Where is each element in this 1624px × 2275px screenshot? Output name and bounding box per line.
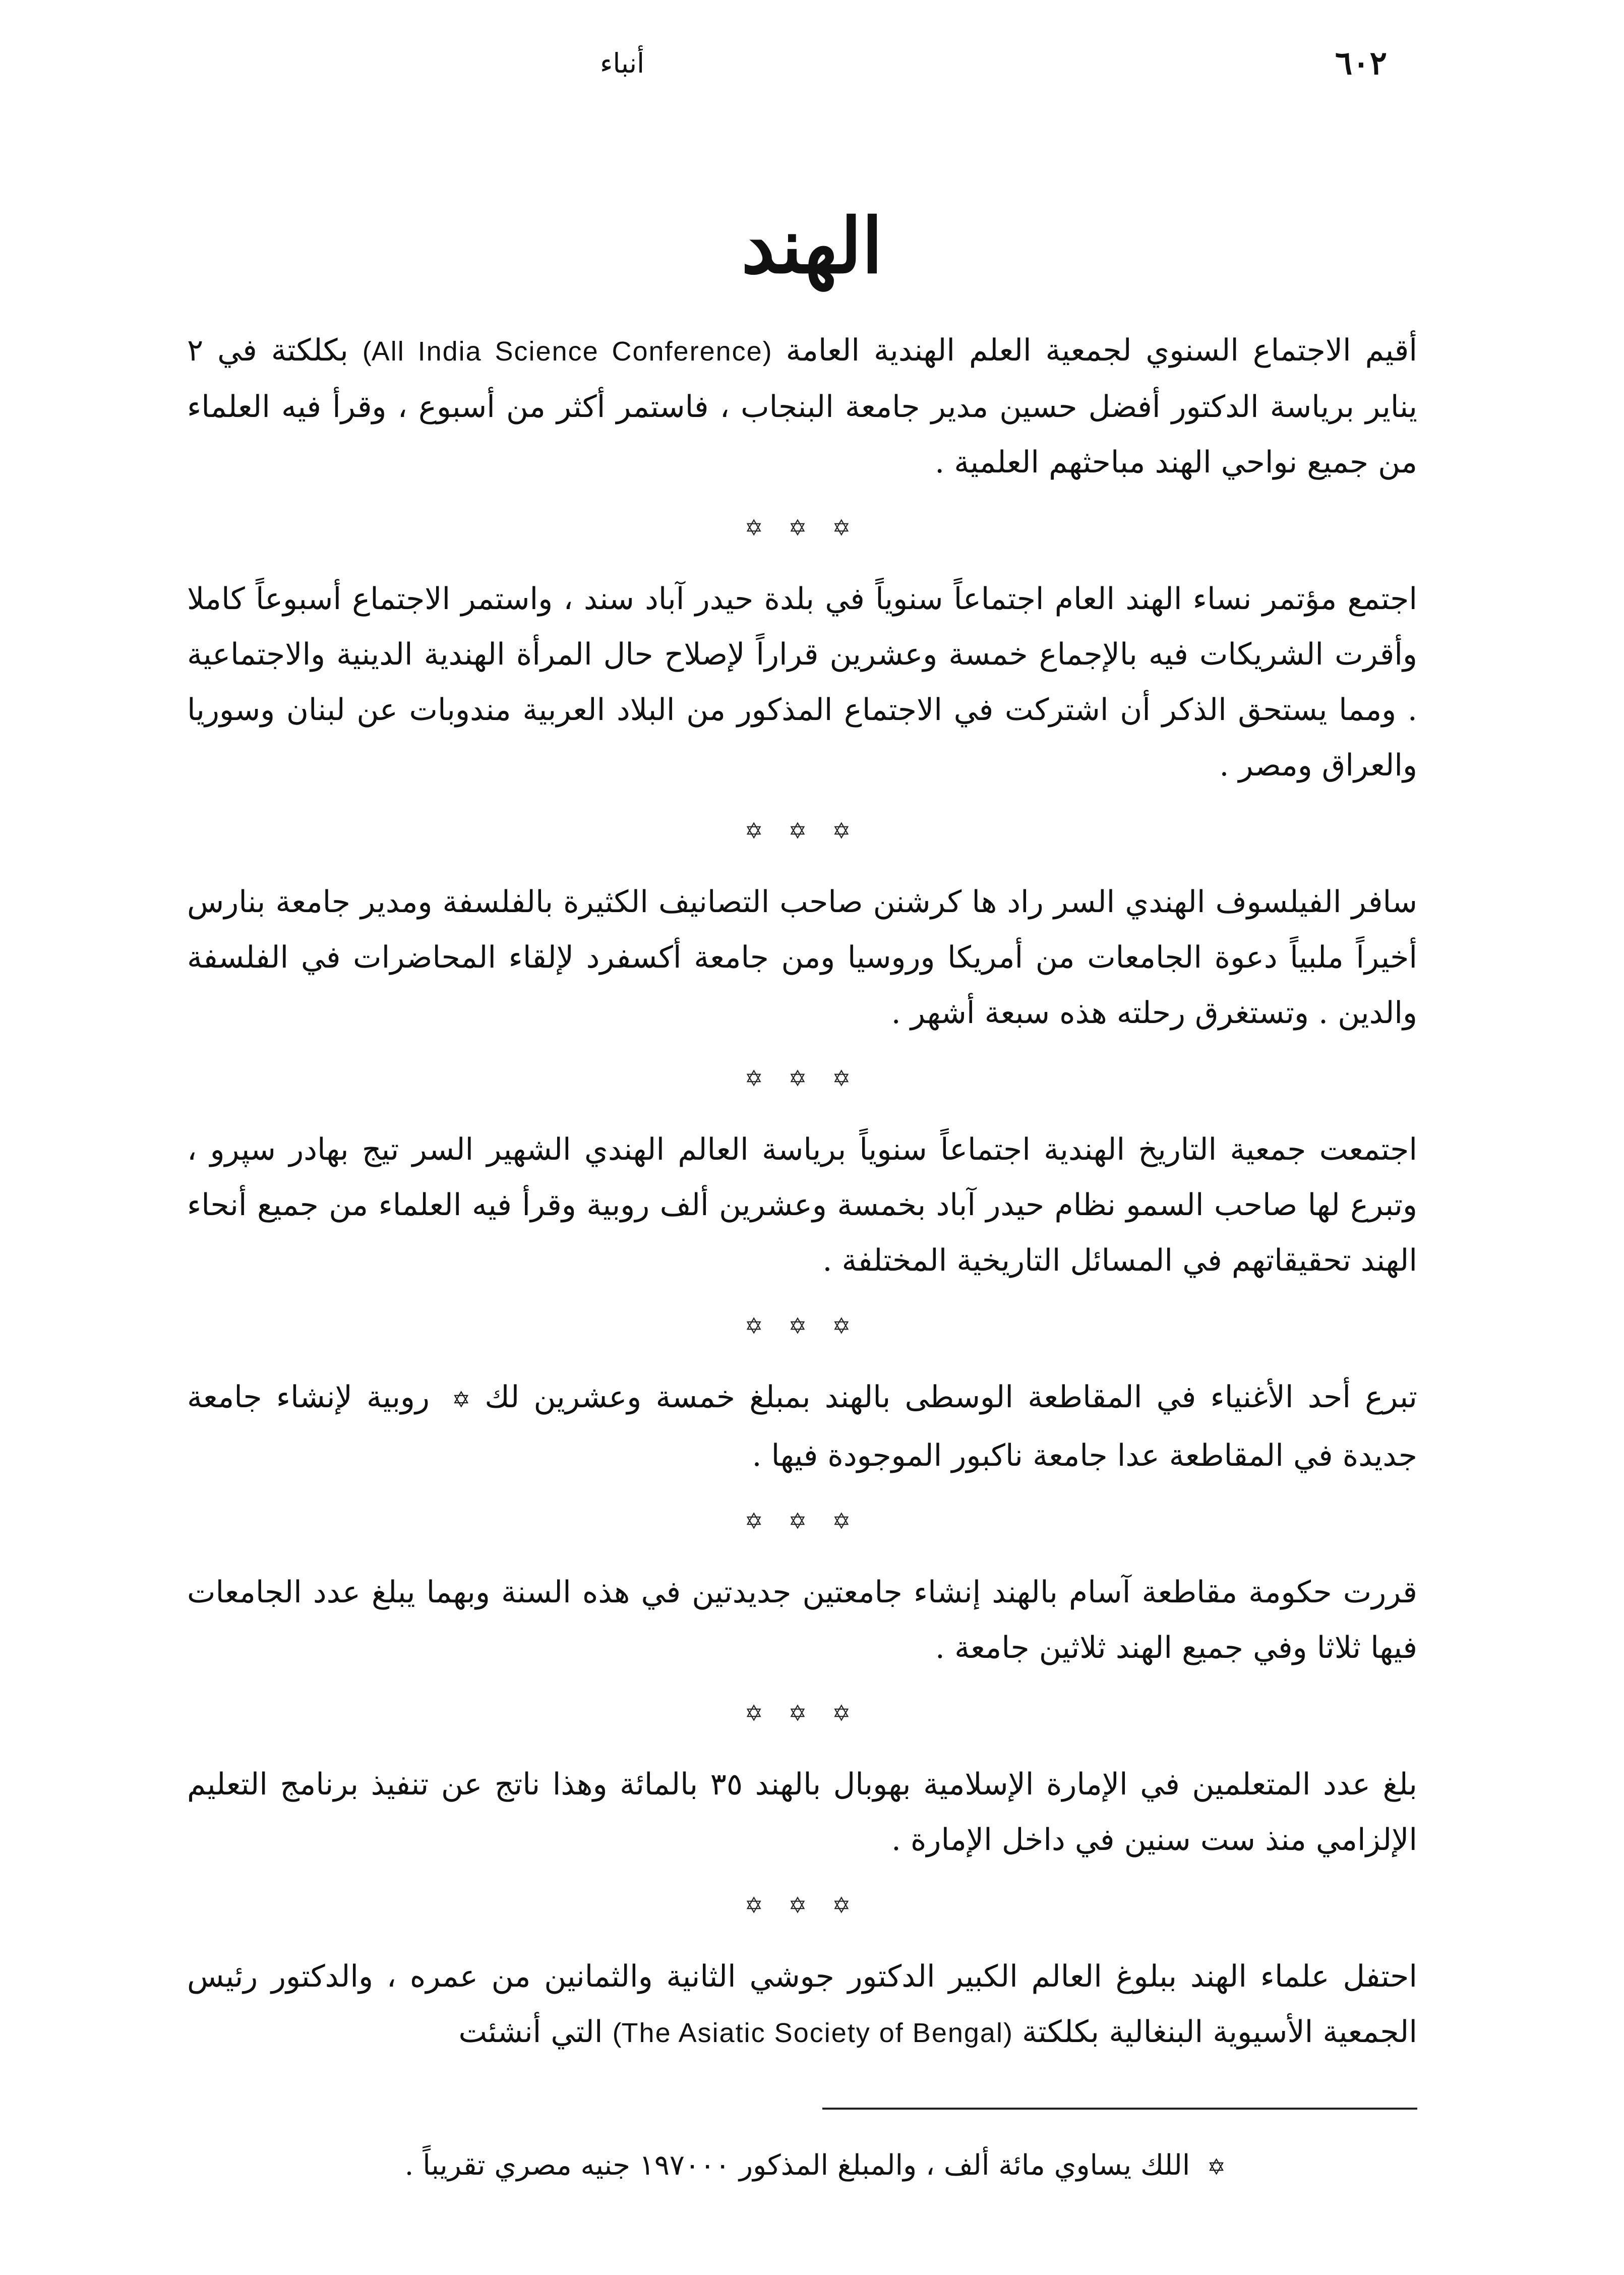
paragraph-women-conference: اجتمع مؤتمر نساء الهند العام اجتماعاً سنوياً في بلدة حيدر آباد سند ، واستمر الاجتماع أسبوعاً كاملا وأقرت الشريكات فيه بالإجماع خمسة وعشرين قراراً لإصلاح حال المرأة الهندية الدينية والاجتماعية . ومما يستحق الذكر أن اشتركت في الاجتماع المذكور من البلاد العربية مندوبات عن لبنان وسوريا والعراق ومصر . [187, 581, 1417, 783]
paragraph-scholar-celebration: احتفل علماء الهند ببلوغ العالم الكبير الدكتور جوشي الثانية والثمانين من عمره ، والدكتور رئيس الجمعية الأسيوية البنغالية بكلكتة (The Asiatic Society of Bengal) التي أنشئت [187, 1959, 1417, 2050]
footnote-reference-mark: ✡ [452, 1387, 471, 1413]
latin-name-science-conference: (All India Science Conference) [362, 336, 772, 367]
separator-stars: ✡ ✡ ✡ [744, 1066, 860, 1092]
latin-name-asiatic-society: (The Asiatic Society of Bengal) [612, 2018, 1012, 2048]
separator-stars: ✡ ✡ ✡ [744, 818, 860, 844]
separator-stars: ✡ ✡ ✡ [744, 1313, 860, 1339]
footnote-divider [822, 2108, 1417, 2110]
paragraph-history-society: اجتمعت جمعية التاريخ الهندية اجتماعاً سنوياً برياسة العالم الهندي الشهير السر تيج بهادر سپرو ، وتبرع لها صاحب السمو نظام حيدر آباد بخمسة وعشرين ألف روبية وقرأ فيه العلماء من جميع أنحاء الهند تحقيقاتهم في المسائل التاريخية المختلفة . [187, 1132, 1417, 1278]
section-title: الهند [741, 202, 883, 290]
footnote [187, 2143, 1417, 2190]
separator-stars: ✡ ✡ ✡ [744, 1509, 860, 1534]
article-body [187, 323, 1417, 2061]
paragraph-bhopal-education: بلغ عدد المتعلمين في الإمارة الإسلامية بهوبال بالهند ٣٥ بالمائة وهذا ناتج عن تنفيذ برنامج التعليم الإلزامي منذ ست سنين في داخل الإمارة . [187, 1767, 1417, 1858]
running-header [187, 35, 1387, 91]
footnote-text: اللك يساوي مائة ألف ، والمبلغ المذكور ١٩٧٠٠٠ جنيه مصري تقريباً . [404, 2149, 1190, 2182]
footnote-star-icon: ✡ [1207, 2154, 1226, 2180]
separator-stars: ✡ ✡ ✡ [744, 1893, 860, 1919]
paragraph-philosopher-travel: سافر الفيلسوف الهندي السر راد ها كرشنن صاحب التصانيف الكثيرة بالفلسفة ومدير جامعة بنارس أخيراً ملبياً دعوة الجامعات من أمريكا وروسيا ومن جامعة أكسفرد لإلقاء المحاضرات في الفلسفة والدين . وتستغرق رحلته هذه سبعة أشهر . [187, 884, 1417, 1031]
paragraph-donation-university: تبرع أحد الأغنياء في المقاطعة الوسطى بالهند بمبلغ خمسة وعشرين لك ✡ روبية لإنشاء جامعة جديدة في المقاطعة عدا جامعة ناكبور الموجودة فيها . [187, 1380, 1418, 1473]
paragraph-science-conference: أقيم الاجتماع السنوي لجمعية العلم الهندية العامة (All India Science Conference) بكلكتة في ٢ يناير برياسة الدكتور أفضل حسين مدير جامعة البنجاب ، فاستمر أكثر من أسبوع ، وقرأ فيه العلماء من جميع نواحي الهند مباحثهم العلمية . [187, 333, 1417, 480]
paragraph-assam-universities: قررت حكومة مقاطعة آسام بالهند إنشاء جامعتين جديدتين في هذه السنة وبهما يبلغ عدد الجامعات فيها ثلاثا وفي جميع الهند ثلاثين جامعة . [187, 1575, 1417, 1665]
page-number: ٦٠٢ [1335, 44, 1387, 82]
running-title: أنباء [600, 47, 645, 79]
separator-stars: ✡ ✡ ✡ [744, 1701, 860, 1726]
separator-stars: ✡ ✡ ✡ [744, 515, 860, 541]
